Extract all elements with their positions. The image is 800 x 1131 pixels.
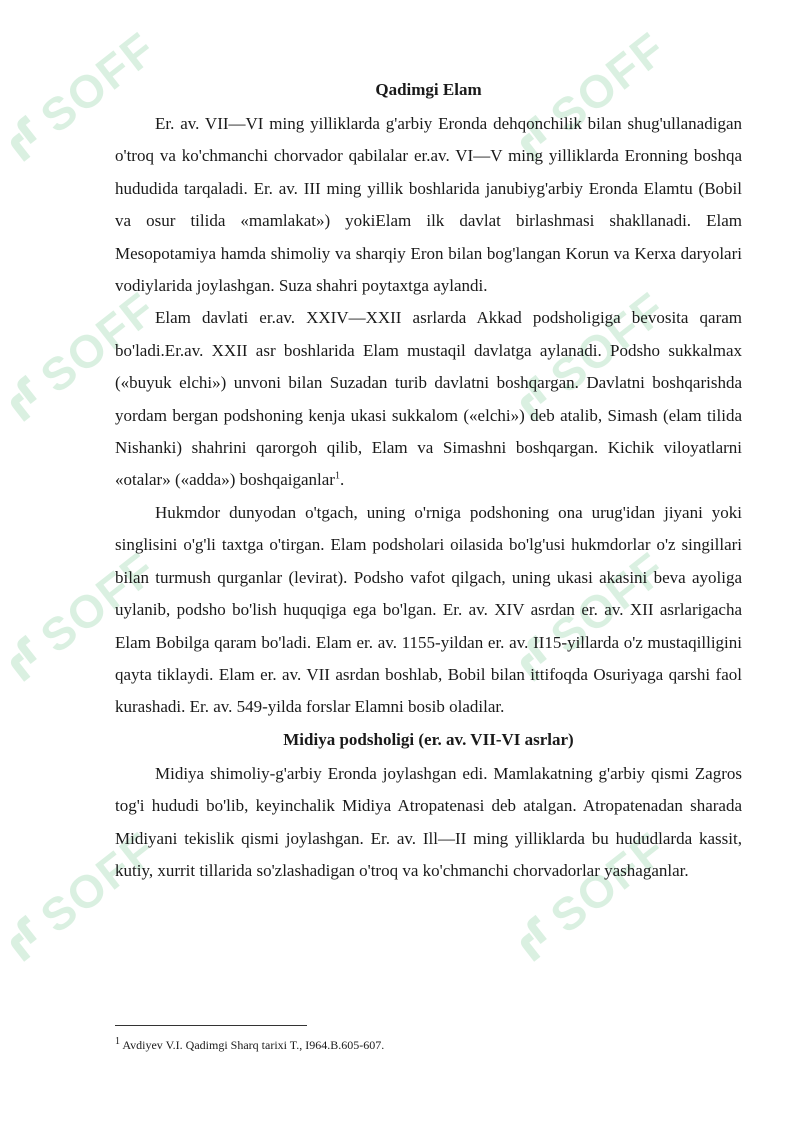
paragraph: Er. av. VII—VI ming yilliklarda g'arbiy Eronda dehqonchilik bilan shug'ullanadigan o'troq va ko'chmanchi chorvador qabilalar er.av. VI—V ming yilliklarda Eronning boshqa hududida tarqaladi. Er. av. III ming yillik boshlarida janubiyg'arbiy Eronda Elamtu (Bobil va osur tilida «mamlakat») yokiElam ilk davlat birlashmasi shakllanadi. Elam Mesopotamiya hamda shimoliy va sharqiy Eron bilan bog'langan Korun va Kerxa daryolari vodiylarida joylashgan. Suza shahri poytaxtga aylandi. xyxy=(115,114,742,296)
soff-logo-icon xyxy=(0,908,56,970)
section-heading-midiya: Midiya podsholigi (er. av. VII-VI asrlar) xyxy=(283,729,574,749)
paragraph: Elam davlati er.av. XXIV—XXII asrlarda Akkad podsholigiga bevosita qaram bo'ladi.Er.av. XXII asr boshlarida Elam mustaqil davlatga aylanadi. Podsho sukkalmax («buyuk elchi») unvoni bilan Suzadan turib davlatni boshqargan. Davlatni boshqarishda yordam bergan podshoning kenja ukasi sukkalom («elchi») deb atalib, Simash (elam tilida Nishanki) shahrini qarorgoh qilib, Elam va Simashni boshqargan. Kichik viloyatlarni «otalar» («adda») boshqaiganlar$^1$. xyxy=(115,308,742,490)
soff-logo-icon xyxy=(0,628,56,690)
watermark-text: SOFF xyxy=(30,541,166,663)
watermark-text: SOFF xyxy=(540,541,676,663)
watermark-text: SOFF xyxy=(30,281,166,403)
watermark-text: SOFF xyxy=(540,821,676,943)
footnote-text: Avdiyev V.I. Qadimgi Sharq tarixi T., I964.B.605-607. xyxy=(122,1038,385,1052)
soff-logo-icon xyxy=(505,908,566,970)
watermark-text: SOFF xyxy=(540,21,676,143)
soff-logo-icon xyxy=(0,368,56,430)
paragraph: Midiya shimoliy-g'arbiy Eronda joylashgan edi. Mamlakatning g'arbiy qismi Zagros tog'i hududi bo'lib, keyinchalik Midiya Atropatenasi deb atalgan. Atropatenadan sharada Midiyani tekislik qismi joylashgan. Er. av. Ill—II ming yilliklarda bu hududlarda kassit, kutiy, xurrit tillarida so'zlashadigan o'troq va ko'chmanchi chorvadorlar yashaganlar. xyxy=(115,763,742,880)
watermark-text: SOFF xyxy=(30,821,166,943)
paragraph-text: Elam davlati er.av. XXIV—XXII asrlarda Akkad podsholigiga bevosita qaram bo'ladi.Er.av. XXII asr boshlarida Elam mustaqil davlatga aylanadi. Podsho sukkalmax («buyuk elchi») unvoni bilan Suzadan turib davlatni boshqargan. Davlatni boshqarishda yordam bergan podshoning kenja ukasi sukkalom («elchi») deb atalib, Simash (elam tilida Nishanki) shahrini qarorgoh qilib, Elam va Simashni boshqargan. Kichik viloyatlarni «otalar» («adda») boshqaiganlar xyxy=(115,308,742,490)
footnote xyxy=(115,1037,384,1053)
paragraph: Hukmdor dunyodan o'tgach, uning o'rniga podshoning ona urug'idan jiyani yoki singlisini o'g'li taxtga o'tirgan. Elam podsholari oilasida bo'lg'usi hukmdorlar o'z singillari bilan turmush qurganlar (levirat). Podsho vafot qilgach, uning ukasi akasini beva ayoliga uylanib, podsho bo'lish huquqiga ega bo'lgan. Er. av. XIV asrdan er. av. XII asrlarigacha Elam Bobilga qaram bo'ladi. Elam er. av. 1155-yildan er. av. II15-yillarda o'z mustaqilligini qayta tiklaydi. Elam er. av. VII asrdan boshlab, Bobil bilan ittifoqda Osuriyaga qarshi faol kurashadi. Er. av. 549-yilda forslar Elamni bosib oladilar. xyxy=(115,502,742,717)
document-page xyxy=(115,74,742,887)
section-heading-elam: Qadimgi Elam xyxy=(375,80,482,99)
footnote-reference[interactable]: 1 xyxy=(334,470,340,482)
footnote-divider xyxy=(115,1025,307,1026)
footnote-marker: 1 xyxy=(115,1036,120,1047)
watermark-text: SOFF xyxy=(540,281,676,403)
soff-logo-icon xyxy=(0,108,56,170)
watermark-text: SOFF xyxy=(30,21,166,143)
